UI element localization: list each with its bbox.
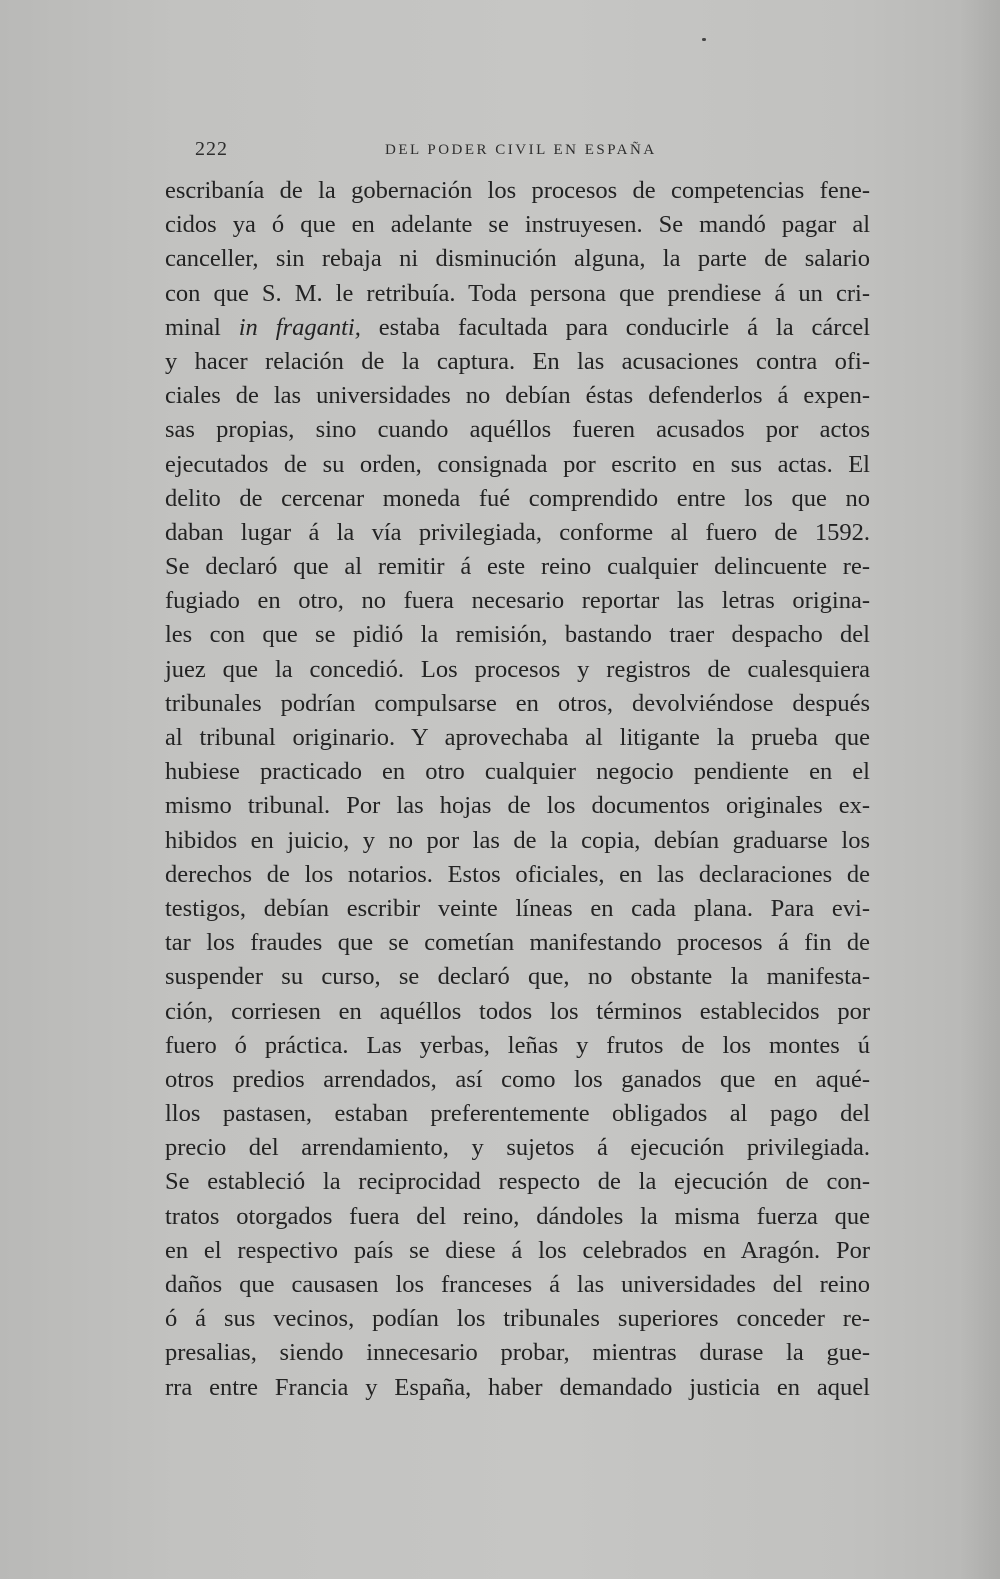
text-line: y hacer relación de la captura. En las acusaciones contra ofi- <box>165 347 870 375</box>
text-segment: minal <box>165 313 239 341</box>
text-line: en el respectivo país se diese á los celebrados en Aragón. Por <box>165 1236 870 1264</box>
text-line: delito de cercenar moneda fué comprendido entre los que no <box>165 484 870 512</box>
text-line <box>165 311 870 345</box>
text-line: llos pastasen, estaban preferentemente obligados al pago del <box>165 1100 870 1128</box>
text-line: Se declaró que al remitir á este reino cualquier delincuente re- <box>165 553 870 581</box>
text-line: ejecutados de su orden, consignada por escrito en sus actas. El <box>165 450 870 478</box>
running-head <box>195 138 870 162</box>
text-line: al tribunal originario. Y aprovechaba al litigante la prueba que <box>165 724 870 751</box>
text-line: mismo tribunal. Por las hojas de los documentos originales ex- <box>165 792 870 820</box>
text-line: escribanía de la gobernación los procesos de competencias fene- <box>165 177 870 204</box>
text-line: suspender su curso, se declaró que, no obstante la manifesta- <box>165 963 870 991</box>
text-line: tratos otorgados fuera del reino, dándoles la misma fuerza que <box>165 1202 870 1230</box>
text-line: ción, corriesen en aquéllos todos los términos establecidos por <box>165 997 870 1025</box>
text-line: sas propias, sino cuando aquéllos fueren acusados por actos <box>165 416 870 444</box>
text-line: daban lugar á la vía privilegiada, conforme al fuero de 1592. <box>165 518 870 546</box>
text-line: derechos de los notarios. Estos oficiales, en las declaraciones de <box>165 860 870 888</box>
text-line: precio del arrendamiento, y sujetos á ejecución privilegiada. <box>165 1134 870 1162</box>
text-line: canceller, sin rebaja ni disminución alguna, la parte de salario <box>165 245 870 273</box>
text-segment: estaba facultada para conducirle á la cárcel <box>360 313 871 341</box>
text-line: Se estableció la reciprocidad respecto de la ejecución de con- <box>165 1168 870 1196</box>
text-line: otros predios arrendados, así como los ganados que en aqué- <box>165 1065 870 1093</box>
page-edge-shadow <box>960 0 1000 1579</box>
text-line: testigos, debían escribir veinte líneas en cada plana. Para evi- <box>165 894 870 922</box>
text-line: rra entre Francia y España, haber demandado justicia en aquel <box>165 1373 870 1401</box>
text-line: fuero ó práctica. Las yerbas, leñas y frutos de los montes ú <box>165 1031 870 1059</box>
text-line: cidos ya ó que en adelante se instruyesen. Se mandó pagar al <box>165 211 870 239</box>
text-line: ó á sus vecinos, podían los tribunales superiores conceder re- <box>165 1305 870 1333</box>
body-text <box>165 174 870 1405</box>
text-line: con que S. M. le retribuía. Toda persona que prendiese á un cri- <box>165 279 870 307</box>
text-line: hibidos en juicio, y no por las de la copia, debían graduarse los <box>165 826 870 854</box>
italic-phrase: in fraganti, <box>238 313 361 341</box>
text-line: juez que la concedió. Los procesos y registros de cualesquiera <box>165 655 870 683</box>
text-line: daños que causasen los franceses á las universidades del reino <box>165 1271 870 1298</box>
text-line: tar los fraudes que se cometían manifestando procesos á fin de <box>165 929 870 957</box>
text-line: hubiese practicado en otro cualquier negocio pendiente en el <box>165 758 870 786</box>
paper-speck <box>702 38 706 41</box>
text-line: fugiado en otro, no fuera necesario reportar las letras origina- <box>165 587 870 615</box>
text-line: tribunales podrían compulsarse en otros, devolviéndose después <box>165 689 870 717</box>
running-title: DEL PODER CIVIL EN ESPAÑA <box>385 142 657 158</box>
text-line: les con que se pidió la remisión, bastando traer despacho del <box>165 621 870 649</box>
text-line: presalias, siendo innecesario probar, mientras durase la gue- <box>165 1339 870 1367</box>
text-line: ciales de las universidades no debían éstas defenderlos á expen- <box>165 382 870 410</box>
page-number: 222 <box>195 138 228 160</box>
